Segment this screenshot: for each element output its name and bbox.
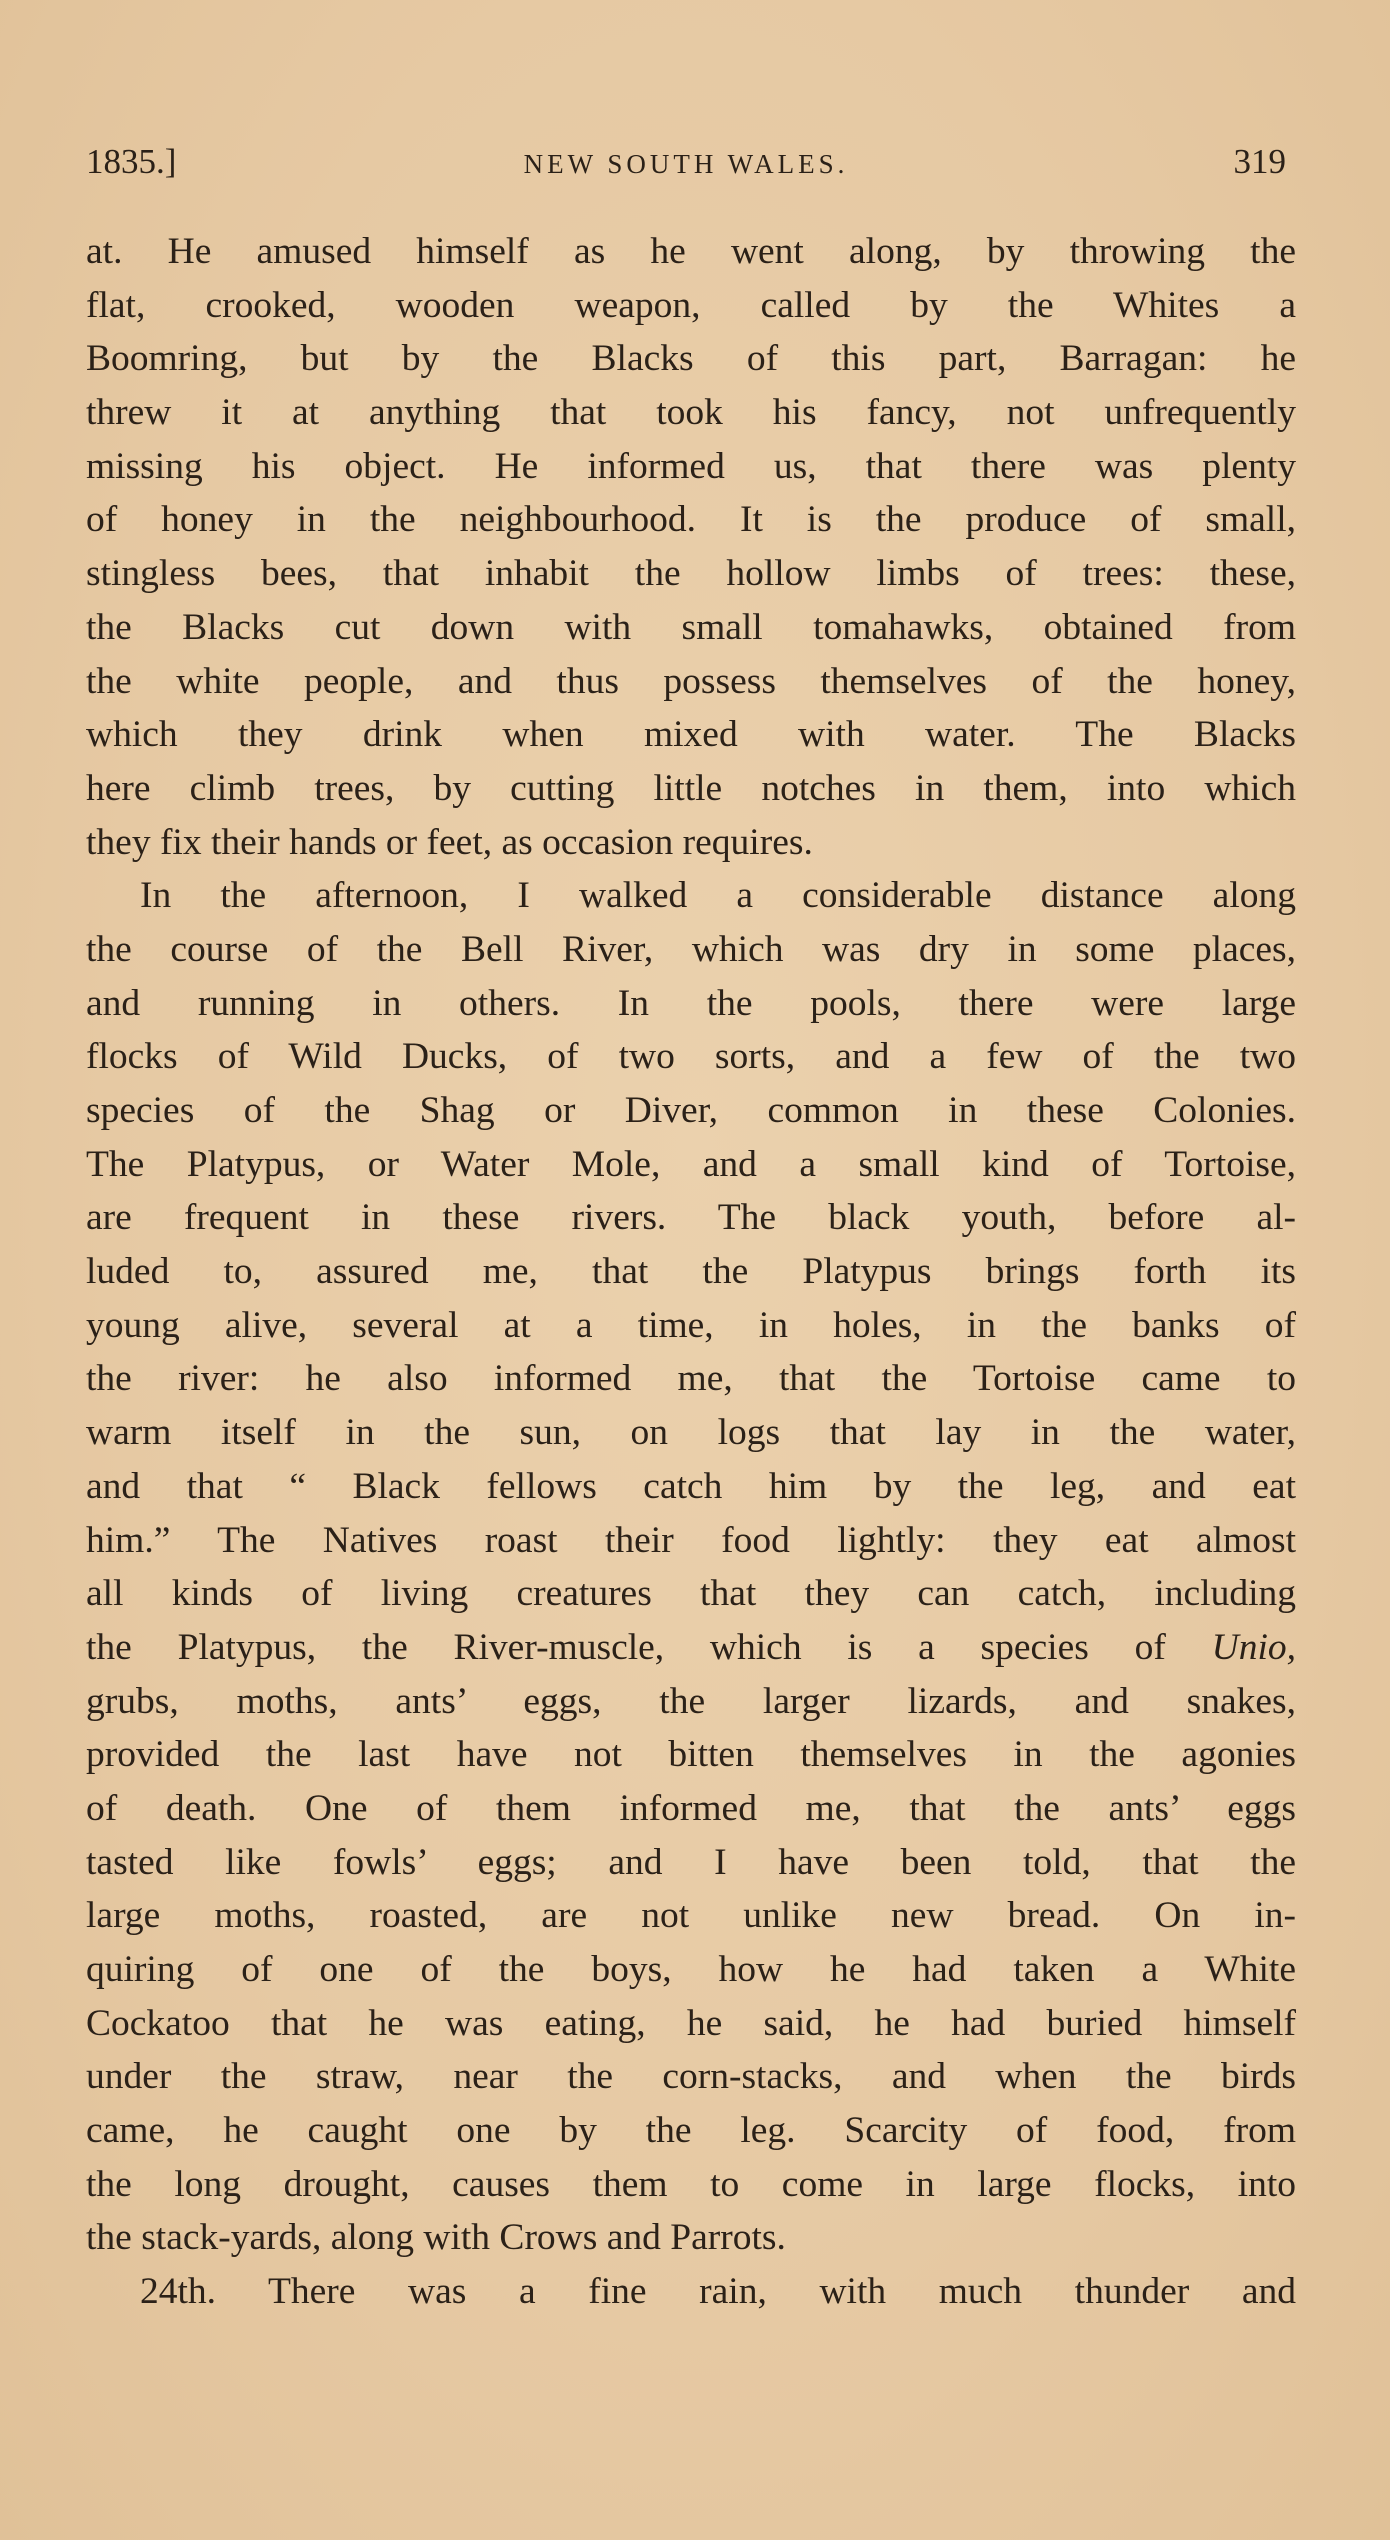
text-line: the course of the Bell River, which was dry in some places, xyxy=(86,928,1296,970)
text-line: luded to, assured me, that the Platypus brings forth its xyxy=(86,1251,1296,1293)
text-line: here climb trees, by cutting little notches in them, into which xyxy=(86,767,1296,809)
paragraph-start-line: In the afternoon, I walked a considerable distance along xyxy=(140,875,1296,917)
text-line: The Platypus, or Water Mole, and a small kind of Tortoise, xyxy=(86,1143,1296,1185)
text-line: tasted like fowls’ eggs; and I have been told, that the xyxy=(86,1841,1296,1883)
text-line: under the straw, near the corn-stacks, and when the birds xyxy=(86,2056,1296,2098)
text-line: stingless bees, that inhabit the hollow limbs of trees: these, xyxy=(86,553,1296,595)
text-line: flat, crooked, wooden weapon, called by the Whites a xyxy=(86,284,1296,326)
text-line: the stack-yards, along with Crows and Parrots. xyxy=(86,2217,786,2259)
text-line: large moths, roasted, are not unlike new bread. On in- xyxy=(86,1895,1296,1937)
header-year: 1835.] xyxy=(86,142,177,181)
text-line: the long drought, causes them to come in large flocks, into xyxy=(86,2163,1296,2205)
text-line: provided the last have not bitten themselves in the agonies xyxy=(86,1734,1296,1776)
paragraph-start-line: 24th. There was a fine rain, with much thunder and xyxy=(140,2271,1296,2313)
text-line: young alive, several at a time, in holes, in the banks of xyxy=(86,1304,1296,1346)
body-text xyxy=(86,225,1296,2319)
text-line: grubs, moths, ants’ eggs, the larger lizards, and snakes, xyxy=(86,1680,1296,1722)
text-line: quiring of one of the boys, how he had taken a White xyxy=(86,1949,1296,1990)
text-line: at. He amused himself as he went along, by throwing the xyxy=(86,231,1296,272)
page-number: 319 xyxy=(1233,142,1286,181)
text-line: flocks of Wild Ducks, of two sorts, and a few of the two xyxy=(86,1036,1296,1078)
text-line: the Blacks cut down with small tomahawks, obtained from xyxy=(86,606,1296,648)
text-line: missing his object. He informed us, that there was plenty xyxy=(86,445,1296,487)
text-line: Cockatoo that he was eating, he said, he had buried himself xyxy=(86,2002,1296,2044)
text-line: him.” The Natives roast their food lightly: they eat almost xyxy=(86,1519,1296,1561)
italic-term: Unio, xyxy=(1211,1626,1296,1668)
text-line: Boomring, but by the Blacks of this part, Barragan: he xyxy=(86,338,1296,380)
text-line: they fix their hands or feet, as occasion requires. xyxy=(86,821,813,863)
header-title: NEW SOUTH WALES. xyxy=(523,149,849,179)
text-line: all kinds of living creatures that they can catch, including xyxy=(86,1573,1296,1615)
text-line: came, he caught one by the leg. Scarcity of food, from xyxy=(86,2110,1296,2152)
text-line: and that “ Black fellows catch him by the leg, and eat xyxy=(86,1465,1296,1507)
text-line: are frequent in these rivers. The black youth, before al- xyxy=(86,1197,1296,1239)
text-line: the river: he also informed me, that the Tortoise came to xyxy=(86,1358,1296,1400)
running-header xyxy=(86,140,1286,184)
text-line: of death. One of them informed me, that the ants’ eggs xyxy=(86,1787,1296,1829)
text-line: and running in others. In the pools, there were large xyxy=(86,982,1296,1024)
text-line-with-italic xyxy=(86,1621,1296,1675)
text-line: threw it at anything that took his fancy, not unfrequently xyxy=(86,392,1296,434)
text-line: the white people, and thus possess themselves of the honey, xyxy=(86,660,1296,702)
text-line: of honey in the neighbourhood. It is the produce of small, xyxy=(86,499,1296,541)
text-line: species of the Shag or Diver, common in these Colonies. xyxy=(86,1090,1296,1131)
text-line: which they drink when mixed with water. The Blacks xyxy=(86,714,1296,756)
text-line: warm itself in the sun, on logs that lay in the water, xyxy=(86,1412,1296,1454)
text-line-lead: the Platypus, the River-muscle, which is a species of xyxy=(86,1626,1212,1668)
